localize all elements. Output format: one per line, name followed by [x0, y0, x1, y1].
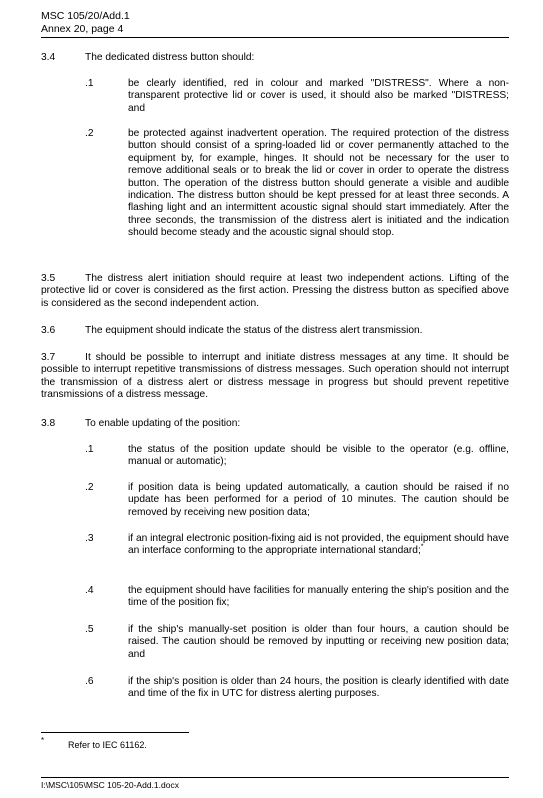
footnote-reference: * [420, 544, 424, 552]
paragraph-number: 3.6 [41, 325, 56, 336]
item-text-3 [128, 533, 509, 558]
item-text: if an integral electronic position-fixing aid is not provided, the equipment should have an interface conforming to the appropriate international standard; [128, 533, 509, 557]
document-symbol: MSC 105/20/Add.1 [41, 10, 130, 22]
item-number: .3 [85, 533, 94, 544]
annex-page-label: Annex 20, page 4 [41, 22, 124, 35]
item-text: be protected against inadvertent operation. The required protection of the distress button should consist of a spring-loaded lid or cover permanently attached to the equipment by, for example, hinges. It should not be necessary for the user to remove additional seals or to break the lid or cover in order to operate the distress button. The operation of the distress button should generate a visible and audible indication. The distress button should be kept pressed for at least three seconds. A flashing light and an intermittent acoustic signal should start immediately. After the three seconds, the transmission of the distress alert is initiated and the indication should become steady and the acoustic signal should stop. [128, 128, 509, 239]
item-text: the equipment should have facilities for manually entering the ship's position and the time of the position fix; [128, 585, 509, 609]
item-number: .6 [85, 676, 94, 687]
file-path: I:\MSC\105\MSC 105-20-Add.1.docx [41, 780, 179, 790]
paragraph-number: 3.4 [41, 52, 56, 63]
item-text: be clearly identified, red in colour and marked "DISTRESS". Where a non-transparent protective lid or cover is used, it should also be marked "DISTRESS; and [128, 78, 509, 114]
paragraph-3-5 [41, 273, 509, 310]
footnote-mark: * [41, 736, 45, 745]
paragraph-number: 3.7 [41, 352, 56, 363]
item-text: if the ship's manually-set position is older than four hours, a caution should be raised. The caution should be removed by inputting or receiving new position data; and [128, 624, 509, 660]
item-number: .2 [85, 128, 94, 139]
paragraph-text: The distress alert initiation should require at least two independent actions. Lifting of the protective lid or cover is considered as the first action. Pressing the distress button as specified above is considered as the second independent action. [41, 273, 509, 309]
item-text: if position data is being updated automatically, a caution should be raised if no update has been performed for a period of 10 minutes. The caution should be removed by receiving new position data; [128, 482, 509, 518]
footnote-text: Refer to IEC 61162. [68, 740, 147, 750]
item-number: .4 [85, 585, 94, 596]
paragraph-text: The equipment should indicate the status of the distress alert transmission. [85, 325, 423, 336]
paragraph-text: It should be possible to interrupt and initiate distress messages at any time. It should be possible to interrupt repetitive transmissions of distress messages. Such operation should not interrupt the transmission of a distress alert or distress message in progress but should prevent repetitive transmissions of a distress message. [41, 352, 509, 401]
item-text: the status of the position update should be visible to the operator (e.g. offline, manual or automatic); [128, 444, 509, 468]
page-header [41, 10, 509, 38]
paragraph-number: 3.8 [41, 418, 56, 429]
paragraph-text: To enable updating of the position: [85, 418, 241, 429]
item-number: .2 [85, 482, 94, 493]
item-number: .1 [85, 78, 94, 89]
footer-separator [41, 777, 509, 778]
paragraph-3-7 [41, 352, 509, 402]
footnote-separator [41, 732, 189, 733]
paragraph-text: The dedicated distress button should: [85, 52, 255, 63]
paragraph-number: 3.5 [41, 273, 56, 284]
item-number: .5 [85, 624, 94, 635]
item-number: .1 [85, 444, 94, 455]
item-text: if the ship's position is older than 24 hours, the position is clearly identified with date and time of the fix in UTC for distress alerting purposes. [128, 676, 509, 700]
